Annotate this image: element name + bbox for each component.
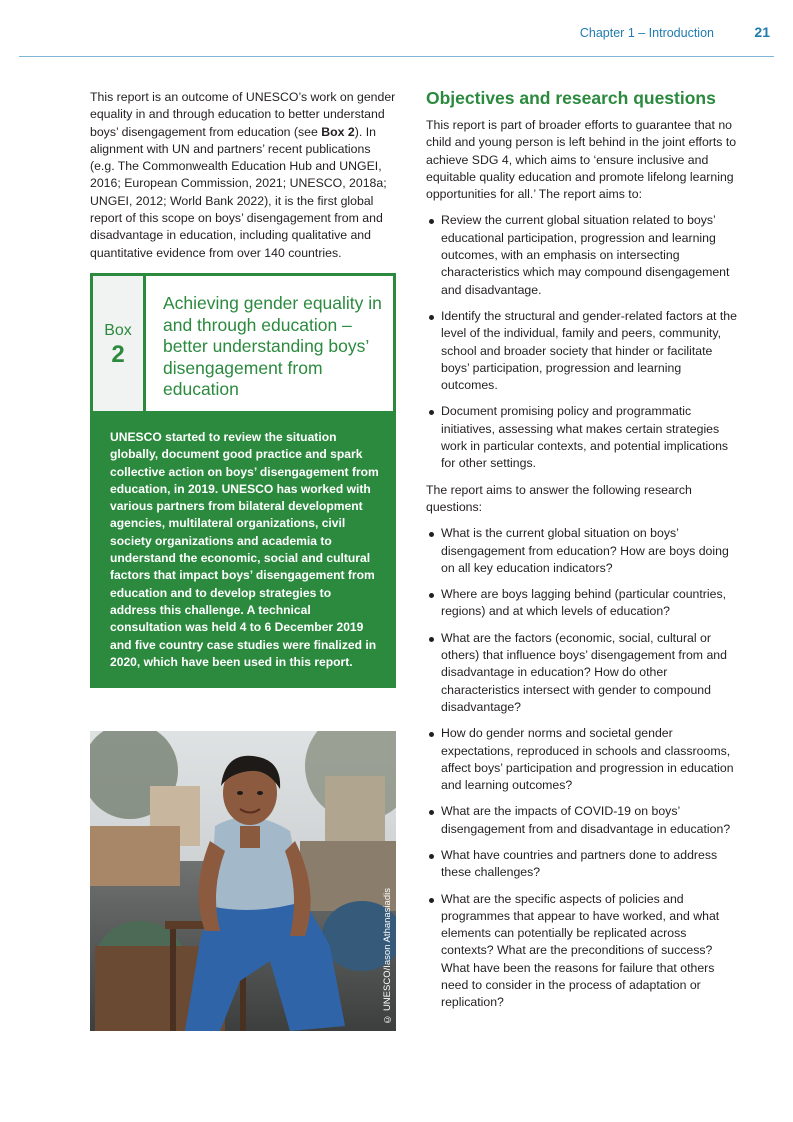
box-title: Achieving gender equality in and through education – better understanding boys’ disengagement from education — [163, 293, 382, 399]
list-item: What is the current global situation on boys’ disengagement from education? How are boys doing on all key education indicators? — [426, 525, 741, 577]
page-number: 21 — [754, 24, 770, 40]
box-label-word: Box — [104, 322, 132, 339]
questions-list — [426, 525, 741, 1011]
list-item: What are the impacts of COVID-19 on boys’ disengagement from and disadvantage in education? — [426, 803, 741, 838]
photo-credit: © UNESCO/Iason Athanasiadis — [382, 888, 393, 1025]
box-reference-link[interactable]: Box 2 — [321, 124, 355, 139]
objectives-paragraph: This report is part of broader efforts to guarantee that no child and young person is left behind in the joint efforts to achieve SDG 4, which aims to ‘ensure inclusive and equitable quality education and promote lifelong learning opportunities for all.’ The report aims to: — [426, 118, 737, 202]
box-label — [93, 276, 146, 411]
list-item: What have countries and partners done to address these challenges? — [426, 847, 741, 882]
intro-text-start: This report is an outcome of UNESCO’s work on gender equality in and through education to better understand boys’ disengagement from education (see — [90, 90, 396, 139]
box-body: UNESCO started to review the situation globally, document good practice and spark collective action on boys’ disengagement from education, in 2019. UNESCO has worked with various partners from bilateral development agencies, multilateral organizations, civil society organizations and academia to understand the economic, social and cultural factors that impact boys’ disengagement from education and to develop strategies to address this challenge. A technical consultation was held 4 to 6 December 2019 and five country case studies were finalized in 2020, which have been used in this report. — [110, 430, 379, 669]
photo-illustration — [90, 731, 396, 1031]
list-item: Identify the structural and gender-related factors at the level of the individual, family and peers, community, school and broader society that hinder or facilitate boys’ participation, progression and learning outcomes. — [426, 308, 741, 394]
intro-text-end: ). In alignment with UN and partners’ recent publications (e.g. The Commonwealth Education Hub and UNGEI, 2016; European Commission, 2021; UNESCO, 2018a; UNGEI, 2012; World Bank 2022), it is the first global report of this scope on boys’ disengagement from and disadvantage in education, including qualitative and quantitative evidence from over 140 countries. — [90, 124, 387, 260]
aims-list — [426, 212, 741, 472]
list-item: Review the current global situation related to boys’ educational participation, progression and learning outcomes, with an emphasis on intersecting characteristics which may compound disengagement and disadvantage. — [426, 212, 741, 298]
list-item: What are the specific aspects of policies and programmes that appear to have worked, and what elements can potentially be replicated across contexts? What are the preconditions of success? What have been the reasons for failure that others need to consider in the process of adaptation or replication? — [426, 891, 741, 1012]
list-item: Where are boys lagging behind (particular countries, regions) and at which levels of education? — [426, 586, 741, 621]
header-divider — [19, 56, 774, 57]
objectives-section — [426, 87, 741, 1021]
box-number: 2 — [111, 341, 125, 368]
list-item: What are the factors (economic, social, cultural or others) that influence boys’ disengagement from and disadvantage in education? How do other characteristics intersect with gender to compound disadvantage? — [426, 630, 741, 716]
chapter-header: Chapter 1 – Introduction — [579, 26, 714, 40]
photo-boy-sitting — [90, 731, 396, 1031]
section-title: Objectives and research questions — [426, 88, 716, 108]
intro-paragraph — [90, 89, 398, 262]
questions-intro: The report aims to answer the following research questions: — [426, 482, 692, 514]
list-item: Document promising policy and programmatic initiatives, assessing what makes certain strategies work in particular contexts, and potential implications for other settings. — [426, 403, 741, 472]
box-2 — [90, 273, 396, 688]
box-header — [93, 276, 393, 411]
list-item: How do gender norms and societal gender expectations, reproduced in schools and classrooms, affect boys’ participation and progression in education and learning outcomes? — [426, 725, 741, 794]
